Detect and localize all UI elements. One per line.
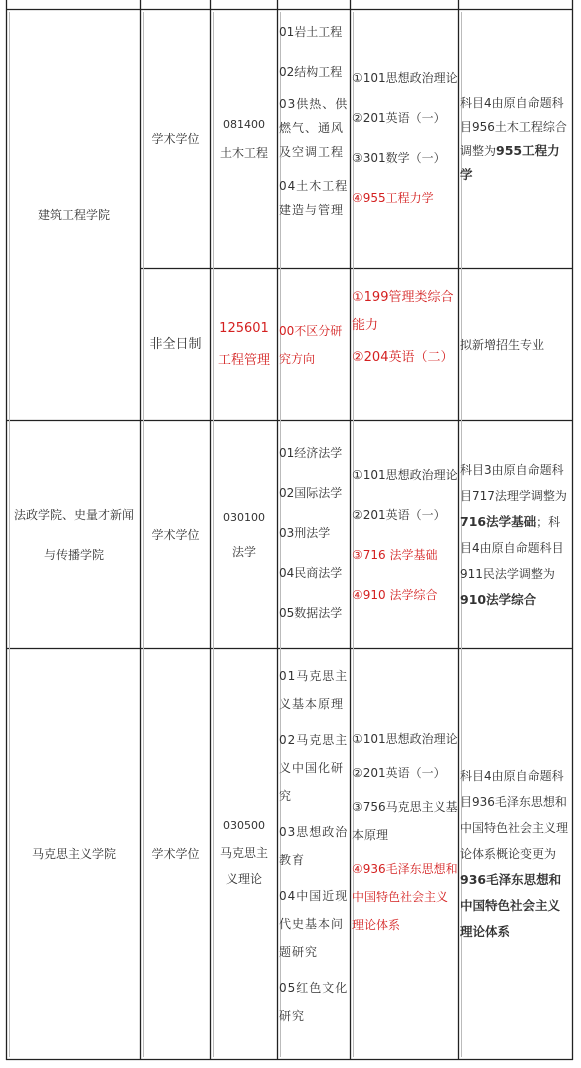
direction-item: 00不区分研究方向 [279, 323, 343, 366]
major-name: 工程管理 [217, 352, 270, 368]
degree-type-cell [141, 10, 210, 268]
major-code: 125601 [219, 320, 269, 336]
directions-cell [279, 662, 350, 1030]
major-code: 081400 [223, 118, 265, 131]
subjects-cell [352, 465, 458, 605]
direction-item: 03刑法学 [279, 526, 331, 540]
note-text: ；科目4由原自命题科目911民法学调整为 [460, 514, 564, 581]
major-code: 030100 [223, 510, 265, 524]
notes-cell [460, 421, 572, 648]
degree-type: 学术学位 [151, 132, 200, 146]
note-text: 科目3由原自命题科目717法理学调整为 [460, 462, 567, 503]
major-cell [211, 269, 277, 420]
subjects-cell [352, 725, 458, 939]
degree-type: 学术学位 [151, 847, 200, 861]
major-name: 马克思主义理论 [219, 846, 268, 886]
subject-item: ①199管理类综合能力 [352, 290, 454, 333]
direction-item: 01岩土工程 [279, 25, 343, 39]
college-name: 马克思主义学院 [31, 847, 116, 861]
note-bold: 955工程力学 [460, 143, 560, 182]
direction-item: 05红色文化研究 [279, 981, 349, 1023]
direction-item: 02国际法学 [279, 486, 343, 500]
note-text: 拟新增招生专业 [460, 337, 545, 352]
college-cell [8, 421, 140, 648]
college-cell [8, 649, 140, 1059]
direction-item: 03思想政治教育 [279, 825, 349, 867]
subject-item: ④955工程力学 [352, 191, 434, 205]
subject-item: ③716 法学基础 [352, 548, 438, 562]
notes-cell [460, 10, 572, 268]
note-text: 科目4由原自命题科目936毛泽东思想和中国特色社会主义理论体系概论变更为 [460, 769, 569, 861]
degree-type-cell [141, 649, 210, 1059]
major-cell [211, 649, 277, 1059]
subject-item: ①101思想政治理论 [352, 468, 458, 482]
note-bold: 716法学基础 [460, 513, 537, 529]
subject-item: ②201英语（一） [352, 508, 446, 522]
note-text: 科目4由原自命题科目956土木工程综合调整为 [460, 96, 567, 158]
subject-item: ③756马克思主义基本原理 [352, 800, 458, 842]
college-name: 法政学院、史量才新闻与传播学院 [13, 507, 134, 562]
subject-item: ②204英语（二） [352, 350, 454, 365]
degree-type-cell [141, 421, 210, 648]
directions-cell [279, 22, 350, 222]
note-bold: 936毛泽东思想和中国特色社会主义理论体系 [460, 872, 562, 939]
subjects-cell [352, 284, 458, 372]
subject-item: ①101思想政治理论 [352, 71, 458, 85]
direction-item: 01经济法学 [279, 446, 343, 460]
notes-cell [460, 649, 572, 1059]
major-cell [211, 421, 277, 648]
directions-cell [279, 269, 350, 420]
major-name: 法学 [231, 544, 256, 559]
subject-item: ②201英语（一） [352, 111, 446, 125]
direction-item: 04土木工程建造与管理 [279, 179, 349, 217]
direction-item: 01马克思主义基本原理 [279, 669, 349, 711]
degree-type: 非全日制 [149, 336, 202, 352]
directions-cell [279, 443, 350, 623]
college-name: 建筑工程学院 [37, 208, 110, 222]
subject-item: ①101思想政治理论 [352, 732, 458, 746]
direction-item: 02结构工程 [279, 65, 343, 79]
degree-type-cell [141, 269, 210, 420]
degree-type: 学术学位 [151, 527, 200, 542]
subject-item: ④910 法学综合 [352, 588, 438, 602]
subject-item: ②201英语（一） [352, 766, 446, 780]
major-cell [211, 10, 277, 268]
subject-item: ③301数学（一） [352, 151, 446, 165]
college-cell [8, 10, 140, 420]
direction-item: 02马克思主义中国化研究 [279, 733, 349, 803]
subjects-cell [352, 68, 458, 208]
direction-item: 03供热、供燃气、通风及空调工程 [279, 97, 349, 159]
notes-cell [460, 269, 572, 420]
note-bold: 910法学综合 [460, 591, 537, 607]
direction-item: 05数据法学 [279, 606, 343, 620]
direction-item: 04中国近现代史基本问题研究 [279, 889, 349, 959]
major-name: 土木工程 [219, 146, 268, 160]
subject-item: ④936毛泽东思想和中国特色社会主义理论体系 [352, 862, 458, 932]
direction-item: 04民商法学 [279, 566, 343, 580]
major-code: 030500 [223, 819, 265, 832]
